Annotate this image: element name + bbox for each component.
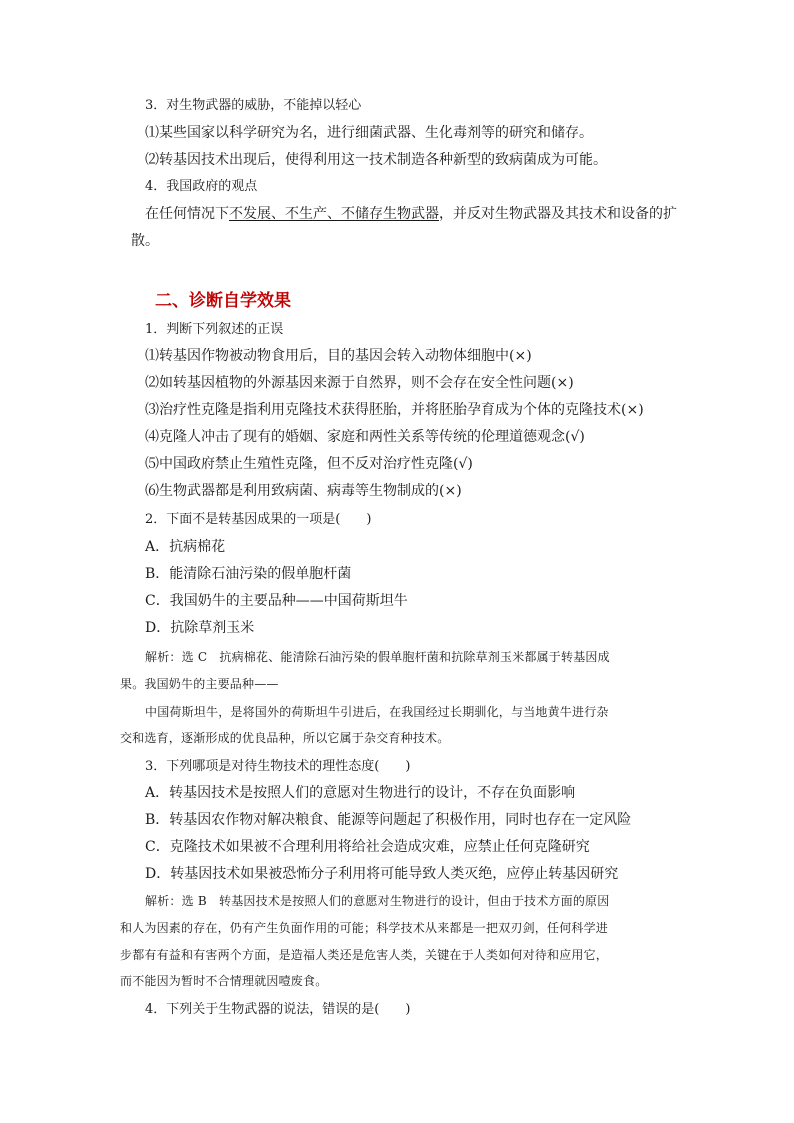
q1-stem: 1．判断下列叙述的正误	[145, 322, 284, 337]
sec4-prefix: 在任何情况下	[145, 206, 229, 222]
sec4-title: 4．我国政府的观点	[145, 179, 258, 194]
sec4-paragraph-tail: 散。	[131, 233, 159, 249]
sec4-paragraph	[145, 204, 677, 224]
sec3-paragraph-1: ⑴某些国家以科学研究为名，进行细菌武器、生化毒剂等的研究和储存。	[145, 125, 593, 141]
q3-stem: 3．下列哪项是对待生物技术的理性态度( )	[145, 759, 411, 774]
q2-option-b: B．能清除石油污染的假单胞杆菌	[145, 566, 352, 582]
q1-item: ⑶治疗性克隆是指利用克隆技术获得胚胎，并将胚胎孕育成为个体的克隆技术(×)	[145, 402, 644, 418]
q2-analysis-line: 中国荷斯坦牛，是将国外的荷斯坦牛引进后，在我国经过长期驯化，与当地黄牛进行杂	[145, 705, 609, 719]
q1-item: ⑷克隆人冲击了现有的婚姻、家庭和两性关系等传统的伦理道德观念(√)	[145, 429, 585, 445]
q3-analysis-line: 而不能因为暂时不合情理就因噎废食。	[120, 974, 328, 988]
sec4-suffix: ，并反对生物武器及其技术和设备的扩	[439, 206, 677, 222]
q3-analysis-line: 解析：选 B 转基因技术是按照人们的意愿对生物进行的设计，但由于技术方面的原因	[145, 894, 610, 908]
q2-analysis-line: 果。我国奶牛的主要品种——	[120, 677, 279, 691]
q2-option-d: D．抗除草剂玉米	[145, 620, 255, 636]
q4-stem: 4．下列关于生物武器的说法，错误的是( )	[145, 1002, 411, 1017]
sec3-paragraph-2: ⑵转基因技术出现后，使得利用这一技术制造各种新型的致病菌成为可能。	[145, 152, 607, 168]
q3-analysis-line: 步都有有益和有害两个方面，是造福人类还是危害人类，关键在于人类如何对待和应用它，	[120, 948, 609, 962]
sec3-title: 3．对生物武器的威胁，不能掉以轻心	[145, 98, 362, 113]
q2-analysis-line: 交和选育，逐渐形成的优良品种，所以它属于杂交育种技术。	[120, 731, 450, 745]
section-heading: 二、诊断自学效果	[155, 291, 291, 311]
q2-analysis-line: 解析：选 C 抗病棉花、能清除石油污染的假单胞杆菌和抗除草剂玉米都属于转基因成	[145, 650, 610, 664]
sec4-underlined: 不发展、不生产、不储存生物武器	[229, 206, 439, 222]
q2-option-c: C．我国奶牛的主要品种——中国荷斯坦牛	[145, 593, 408, 609]
q2-stem: 2．下面不是转基因成果的一项是( )	[145, 512, 372, 527]
q3-option-a: A．转基因技术是按照人们的意愿对生物进行的设计，不存在负面影响	[145, 785, 576, 801]
q3-analysis-line: 和人为因素的存在，仍有产生负面作用的可能；科学技术从来都是一把双刃剑，任何科学进	[120, 921, 609, 935]
q1-item: ⑸中国政府禁止生殖性克隆，但不反对治疗性克隆(√)	[145, 456, 473, 472]
q1-item: ⑵如转基因植物的外源基因来源于自然界，则不会存在安全性问题(×)	[145, 375, 574, 391]
q3-option-d: D．转基因技术如果被恐怖分子利用将可能导致人类灭绝，应停止转基因研究	[145, 866, 619, 882]
q3-option-b: B．转基因农作物对解决粮食、能源等问题起了积极作用，同时也存在一定风险	[145, 812, 632, 828]
q3-option-c: C．克隆技术如果被不合理利用将给社会造成灾难，应禁止任何克隆研究	[145, 839, 590, 855]
q2-option-a: A．抗病棉花	[145, 539, 226, 555]
q1-item: ⑴转基因作物被动物食用后，目的基因会转入动物体细胞中(×)	[145, 348, 532, 364]
q1-item: ⑹生物武器都是利用致病菌、病毒等生物制成的(×)	[145, 483, 462, 499]
